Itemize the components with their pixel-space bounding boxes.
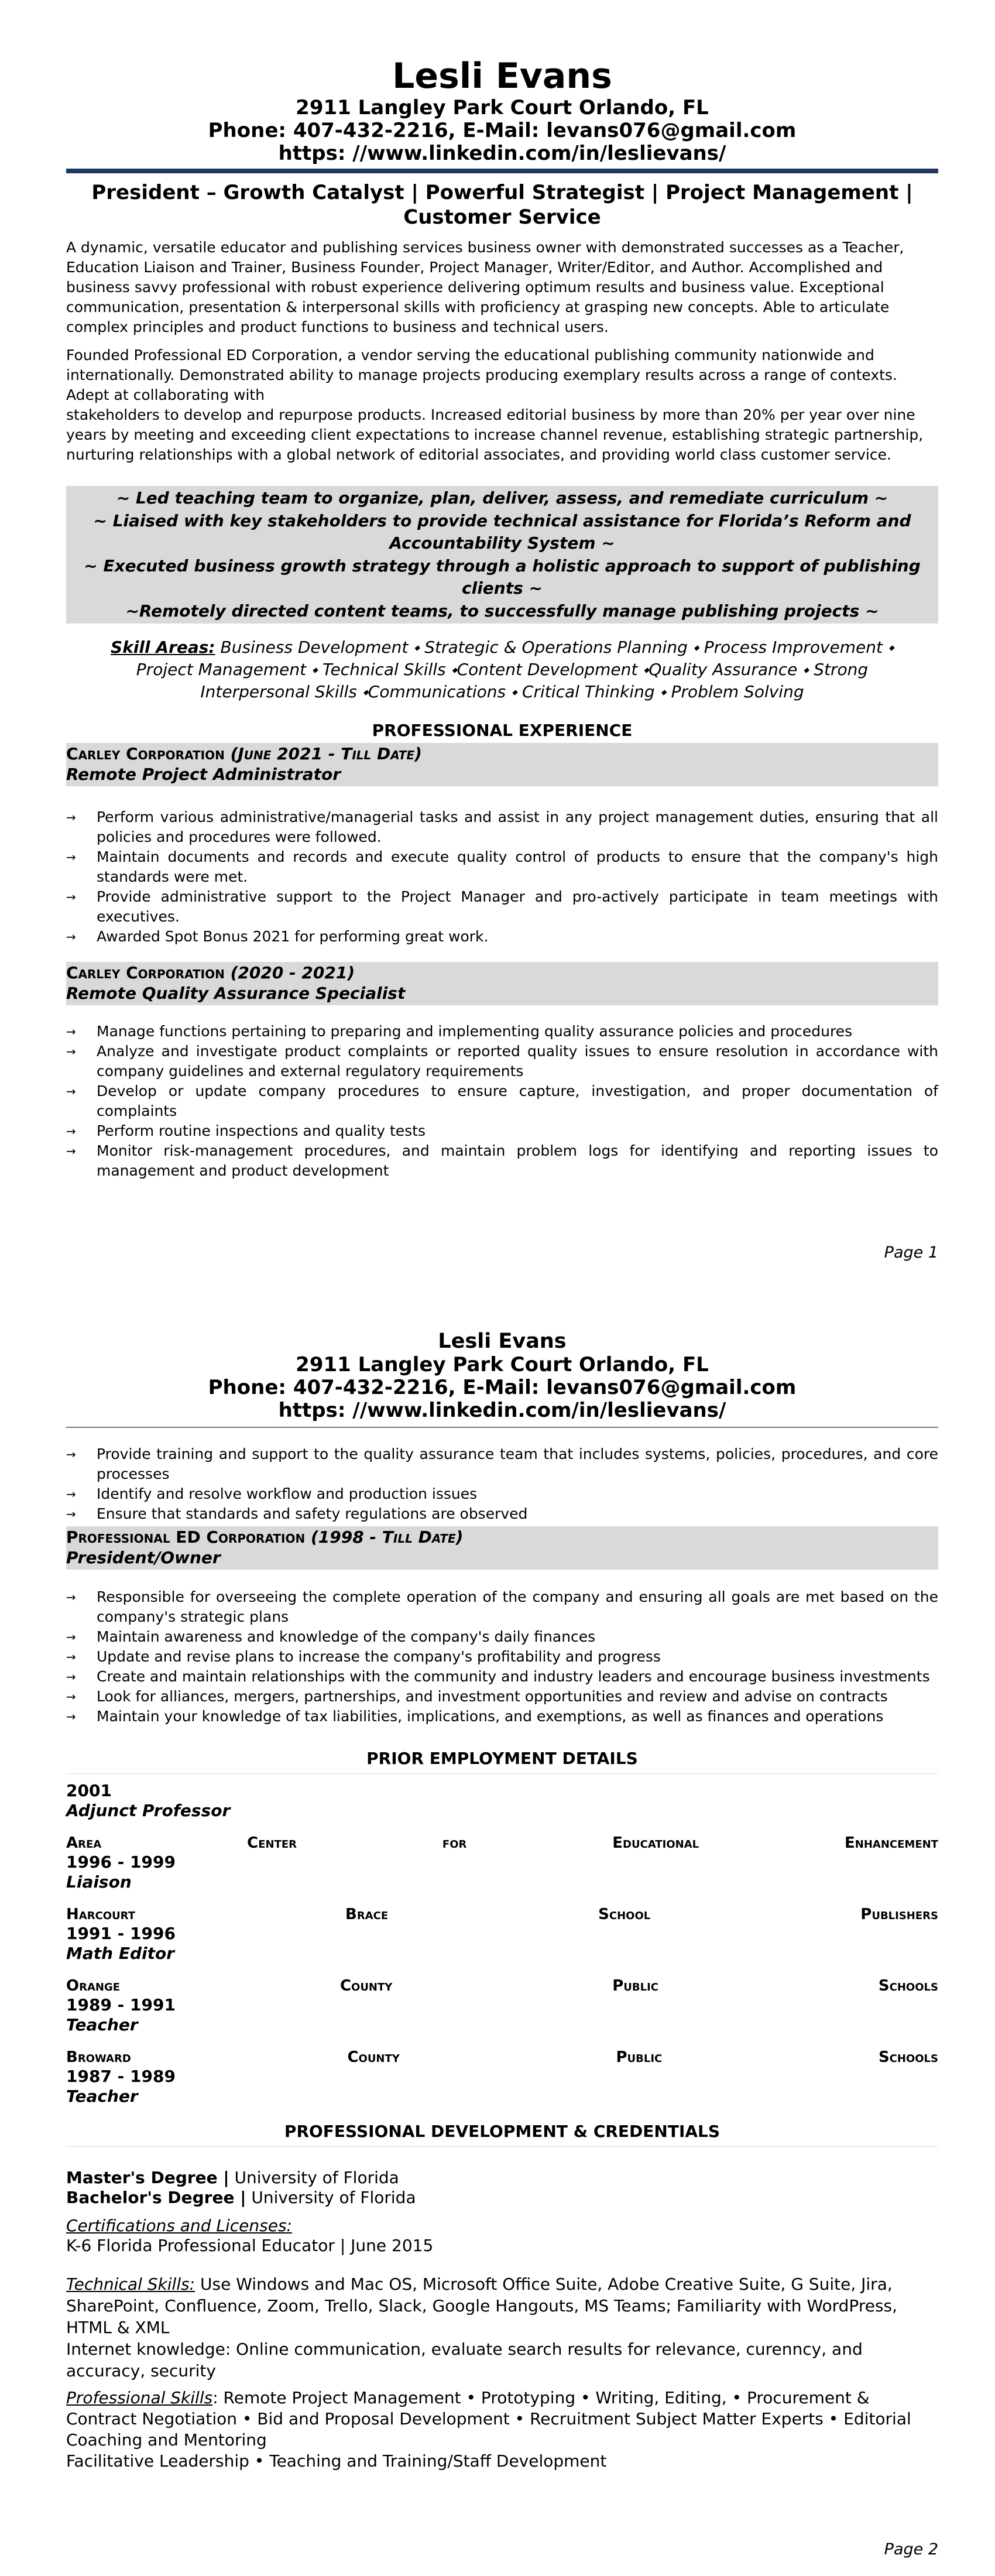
list-item	[66, 1667, 938, 1687]
page-1	[66, 56, 938, 1262]
job-dates: (June 2021 - Till Date)	[230, 744, 422, 763]
resume-header	[66, 1329, 938, 1422]
arrow-bullet-icon: →	[66, 1084, 76, 1098]
highlight: ~ Liaised with key stakeholders to provide technical assistance for Florida’s Reform and Accountability System ~	[93, 511, 911, 553]
headline: President – Growth Catalyst | Powerful Strategist | Project Management | Customer Service	[91, 181, 913, 229]
list-item	[66, 1647, 938, 1667]
prior-organization	[66, 1905, 938, 1924]
prior-entry	[66, 1905, 938, 1964]
job-bullets	[66, 1444, 938, 1524]
bullet-text: Create and maintain relationships with the community and industry leaders and encourage business investments	[97, 1668, 930, 1685]
candidate-name: Lesli Evans	[392, 56, 612, 97]
skill-areas	[66, 636, 938, 703]
list-item	[66, 887, 938, 927]
summary-paragraph: stakeholders to develop and repurpose products. Increased editorial business by more than 20% per year over nine years by meeting and exceeding client expectations to increase channel revenue, establishing strategic partnership, nurturing relationships with a global network of editorial associates, and providing world class customer service.	[66, 406, 924, 463]
professional-skills-text: : Remote Project Management • Prototyping • Writing, Editing, • Procurement & Contract Negotiation • Bid and Proposal Development • Recruitment Subject Matter Experts • Editorial Coaching and Mentoring	[66, 2388, 911, 2450]
list-item	[66, 1587, 938, 1627]
prior-years: 1989 - 1991	[66, 1995, 176, 2015]
prior-role: Adjunct Professor	[66, 1801, 231, 1820]
bullet-text: Look for alliances, mergers, partnerships, and investment opportunities and review and advise on contracts	[97, 1688, 888, 1705]
org-word: County	[339, 1977, 393, 1995]
technical-skills	[66, 2273, 938, 2338]
arrow-bullet-icon: →	[66, 1124, 76, 1138]
section-divider	[66, 2146, 938, 2147]
org-word: Orange	[66, 1977, 121, 1995]
degree-school: University of Florida	[229, 2168, 399, 2187]
arrow-bullet-icon: →	[66, 1044, 76, 1059]
arrow-bullet-icon: →	[66, 810, 76, 824]
highlight: ~ Executed business growth strategy through a holistic approach to support of publishing clients ~	[84, 556, 921, 598]
degree	[66, 2168, 938, 2188]
bullet-text: Awarded Spot Bonus 2021 for performing great work.	[97, 928, 489, 945]
list-item	[66, 927, 938, 947]
prior-entry	[66, 1976, 938, 2035]
job-role: Remote Quality Assurance Specialist	[66, 984, 406, 1003]
arrow-bullet-icon: →	[66, 850, 76, 864]
prior-organization	[66, 1834, 938, 1852]
job-header	[66, 743, 938, 786]
arrow-bullet-icon: →	[66, 1507, 76, 1521]
highlights-box	[66, 486, 938, 624]
list-item	[66, 1141, 938, 1181]
org-word: Public	[616, 2049, 663, 2066]
certifications-label: Certifications and Licenses:	[66, 2216, 292, 2235]
prior-employment-list	[66, 1781, 938, 2106]
job-header	[66, 962, 938, 1005]
org-word: Area	[66, 1834, 102, 1852]
list-item	[66, 1687, 938, 1707]
bullet-text: Manage functions pertaining to preparing and implementing quality assurance policies and procedures	[97, 1023, 853, 1040]
address: 2911 Langley Park Court Orlando, FL	[296, 96, 709, 119]
address: 2911 Langley Park Court Orlando, FL	[296, 1353, 709, 1376]
org-word: School	[598, 1906, 651, 1923]
list-item	[66, 1707, 938, 1727]
org-word: County	[347, 2049, 400, 2066]
bullet-text: Develop or update company procedures to ensure capture, investigation, and proper documentation of complaints	[97, 1083, 938, 1119]
bullet-text: Maintain awareness and knowledge of the company's daily finances	[97, 1628, 596, 1645]
arrow-bullet-icon: →	[66, 1144, 76, 1158]
list-item	[66, 807, 938, 847]
section-divider	[66, 1773, 938, 1774]
bullet-text: Identify and resolve workflow and production issues	[97, 1485, 478, 1502]
prior-role: Math Editor	[66, 1944, 175, 1963]
job-bullets	[66, 807, 938, 947]
job-dates: (2020 - 2021)	[230, 963, 355, 982]
bullet-text: Maintain your knowledge of tax liabilities, implications, and exemptions, as well as finances and operations	[97, 1708, 884, 1725]
bullet-text: Monitor risk-management procedures, and maintain problem logs for identifying and reporting issues to management and product development	[97, 1142, 938, 1179]
degree	[66, 2188, 938, 2208]
org-word: Center	[247, 1834, 297, 1852]
prior-role: Teacher	[66, 2015, 138, 2034]
degree-name: Master's Degree |	[66, 2168, 229, 2187]
arrow-bullet-icon: →	[66, 1690, 76, 1704]
org-word: Brace	[345, 1906, 389, 1923]
prior-years: 2001	[66, 1781, 112, 1800]
prior-years: 1987 - 1989	[66, 2067, 176, 2086]
list-item	[66, 1022, 938, 1042]
list-item	[66, 1484, 938, 1504]
job-dates: (1998 - Till Date)	[310, 1527, 464, 1547]
degree-school: University of Florida	[246, 2188, 416, 2207]
professional-skills-label: Professional Skills	[66, 2388, 213, 2407]
skill-areas-label: Skill Areas:	[111, 638, 215, 657]
contact-info: Phone: 407-432-2216, E-Mail: levans076@gmail.com	[208, 119, 797, 142]
professional-skills-extra: Facilitative Leadership • Teaching and Training/Staff Development	[66, 2451, 607, 2471]
list-item	[66, 1121, 938, 1141]
org-word: for	[442, 1834, 467, 1852]
bullet-text: Ensure that standards and safety regulations are observed	[97, 1505, 528, 1522]
company-name: Professional ED Corporation	[66, 1527, 306, 1547]
prior-entry	[66, 1781, 938, 1821]
bullet-text: Perform various administrative/managerial tasks and assist in any project management duties, ensuring that all policies and procedures were followed.	[97, 809, 938, 845]
page-2	[66, 1329, 938, 2558]
prior-entry	[66, 2048, 938, 2106]
org-word: Public	[612, 1977, 659, 1995]
list-item	[66, 1081, 938, 1121]
bullet-text: Analyze and investigate product complaints or reported quality issues to ensure resolution in accordance with company guidelines and external regulatory requirements	[97, 1043, 938, 1080]
arrow-bullet-icon: →	[66, 1025, 76, 1039]
arrow-bullet-icon: →	[66, 1590, 76, 1604]
bullet-text: Responsible for overseeing the complete operation of the company and ensuring all goals are met based on the company's strategic plans	[97, 1588, 938, 1625]
org-word: Broward	[66, 2049, 131, 2066]
certification: K-6 Florida Professional Educator | June 2015	[66, 2236, 434, 2255]
arrow-bullet-icon: →	[66, 1487, 76, 1501]
bullet-text: Maintain documents and records and execute quality control of products to ensure that the company's high standards were met.	[97, 848, 938, 885]
org-word: Publishers	[860, 1906, 938, 1923]
resume-header	[66, 56, 938, 165]
highlight: ~Remotely directed content teams, to successfully manage publishing projects ~	[125, 601, 879, 621]
list-item	[66, 847, 938, 887]
contact-info: Phone: 407-432-2216, E-Mail: levans076@gmail.com	[208, 1376, 797, 1399]
professional-skills	[66, 2387, 938, 2451]
arrow-bullet-icon: →	[66, 1710, 76, 1724]
prior-organization	[66, 2048, 938, 2067]
list-item	[66, 1042, 938, 1081]
technical-skills-text: Use Windows and Mac OS, Microsoft Office Suite, Adobe Creative Suite, G Suite, Jira, SharePoint, Confluence, Zoom, Trello, Slack, Google Hangouts, MS Teams; Familiarity with WordPress, HTML & XML	[66, 2274, 898, 2337]
list-item	[66, 1627, 938, 1647]
prior-organization	[66, 1976, 938, 1995]
prior-role: Teacher	[66, 2087, 138, 2106]
arrow-bullet-icon: →	[66, 1630, 76, 1644]
summary-paragraph: A dynamic, versatile educator and publishing services business owner with demonstrated successes as a Teacher, Education Liaison and Trainer, Business Founder, Project Manager, Writer/Editor, and Author. Accomplished and business savvy professional with robust experience delivering optimum results and business value. Exceptional communication, presentation & interpersonal skills with proficiency at grasping new concepts. Able to articulate complex principles and product functions to business and technical users.	[66, 239, 904, 335]
job-bullets	[66, 1587, 938, 1727]
job-role: President/Owner	[66, 1548, 221, 1567]
org-word: Educational	[612, 1834, 699, 1852]
list-item	[66, 1504, 938, 1524]
linkedin-link[interactable]: https: //www.linkedin.com/in/leslievans/	[278, 1399, 726, 1422]
section-title-prior-employment: PRIOR EMPLOYMENT DETAILS	[366, 1749, 638, 1768]
linkedin-link[interactable]: https: //www.linkedin.com/in/leslievans/	[278, 142, 726, 165]
arrow-bullet-icon: →	[66, 930, 76, 944]
highlight: ~ Led teaching team to organize, plan, deliver, assess, and remediate curriculum ~	[116, 488, 888, 508]
bullet-text: Provide administrative support to the Project Manager and pro-actively participate in team meetings with executives.	[97, 888, 938, 925]
arrow-bullet-icon: →	[66, 890, 76, 904]
bullet-text: Update and revise plans to increase the company's profitability and progress	[97, 1648, 661, 1665]
summary-paragraph: Founded Professional ED Corporation, a vendor serving the educational publishing community nationwide and internationally. Demonstrated ability to manage projects producing exemplary results across a range of contexts. Adept at collaborating with	[66, 347, 897, 403]
org-word: Schools	[878, 2049, 938, 2066]
prior-entry	[66, 1834, 938, 1892]
org-word: Enhancement	[845, 1834, 938, 1852]
org-word: Schools	[878, 1977, 938, 1995]
job-bullets	[66, 1022, 938, 1181]
skill-areas-list: Business Development ⬩ Strategic & Operations Planning ⬩ Process Improvement ⬩ Project Management ⬩ Technical Skills ⬩Content Development ⬩Quality Assurance ⬩ Strong Interpersonal Skills ⬩Communications ⬩ Critical Thinking ⬩ Problem Solving	[136, 638, 894, 701]
page-number: Page 1	[884, 1244, 938, 1262]
section-title-credentials: PROFESSIONAL DEVELOPMENT & CREDENTIALS	[284, 2122, 720, 2141]
org-word: Harcourt	[66, 1906, 136, 1923]
company-name: Carley Corporation	[66, 744, 225, 763]
bullet-text: Provide training and support to the quality assurance team that includes systems, policies, procedures, and core processes	[97, 1445, 938, 1482]
job-header	[66, 1526, 938, 1570]
arrow-bullet-icon: →	[66, 1447, 76, 1461]
prior-years: 1991 - 1996	[66, 1924, 176, 1943]
prior-role: Liaison	[66, 1872, 132, 1892]
section-title-experience: PROFESSIONAL EXPERIENCE	[372, 721, 633, 740]
job-role: Remote Project Administrator	[66, 765, 341, 784]
header-divider	[66, 1427, 938, 1428]
internet-knowledge: Internet knowledge: Online communication, evaluate search results for relevance, curenncy, and accuracy, security	[66, 2339, 863, 2380]
bullet-text: Perform routine inspections and quality tests	[97, 1122, 426, 1139]
degree-name: Bachelor's Degree |	[66, 2188, 246, 2207]
header-divider	[66, 169, 938, 173]
list-item	[66, 1444, 938, 1484]
prior-years: 1996 - 1999	[66, 1852, 176, 1872]
candidate-name: Lesli Evans	[438, 1330, 567, 1353]
page-number: Page 2	[884, 2540, 938, 2558]
company-name: Carley Corporation	[66, 963, 225, 982]
arrow-bullet-icon: →	[66, 1650, 76, 1664]
technical-skills-label: Technical Skills:	[66, 2274, 195, 2294]
arrow-bullet-icon: →	[66, 1670, 76, 1684]
